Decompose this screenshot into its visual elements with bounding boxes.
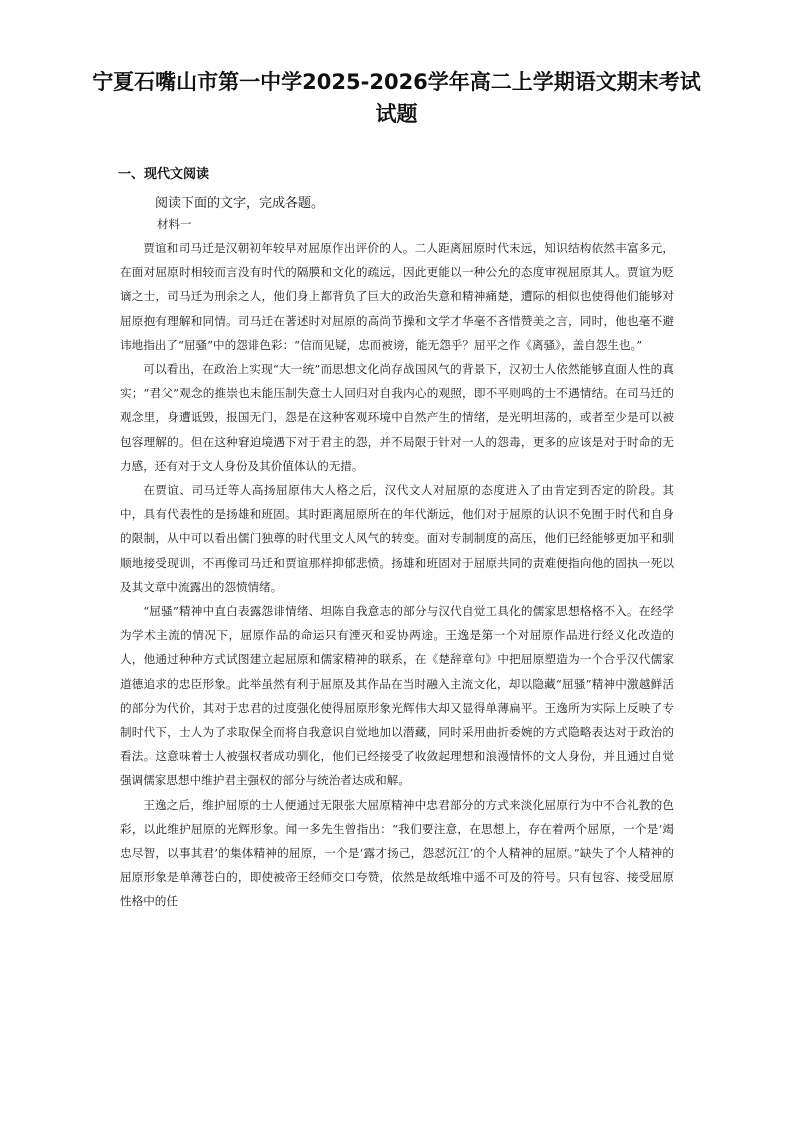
paragraph: 在贾谊、司马迁等人高扬屈原伟大人格之后，汉代文人对屈原的态度进入了由肯定到否定的阶段。其中，具有代表性的是扬雄和班固。其时距离屈原所在的年代渐远，他们对于屈原的认识不免囿于时代和自身的限制，从中可以看出儒门独尊的时代里文人风气的转变。面对专制制度的高压，他们已经能够更加平和驯顺地接受现训，不再像司马迁和贾谊那样抑郁悲愤。扬雄和班固对于屈原共同的责难便指向他的固执一死以及其文章中流露出的怨愤情绪。	[120, 483, 674, 594]
paragraph: 贾谊和司马迁是汉朝初年较早对屈原作出评价的人。二人距离屈原时代未远，知识结构依然丰富多元，在面对屈原时相较而言没有时代的隔膜和文化的疏远，因此更能以一种公允的态度审视屈原其人。贾谊为贬谪之士，司马迁为刑余之人，他们身上都背负了巨大的政治失意和精神痛楚，遭际的相似也使得他们能够对屈原抱有理解和同情。司马迁在著述时对屈原的高尚节操和文学才华毫不吝惜赞美之言，同时，他也毫不避讳地指出了“屈骚”中的怨诽色彩：“信而见疑，忠而被谤，能无怨乎？屈平之作《离骚》，盖自怨生也。”	[120, 241, 674, 352]
paragraph: 可以看出，在政治上实现“大一统”而思想文化尚存战国风气的背景下，汉初士人依然能够直面人性的真实；“君父”观念的推崇也未能压制失意士人回归对自我内心的观照，即不平则鸣的士不遇情结。在司马迁的观念里，身遭诋毁，报国无门，怨是在这种客观环境中自然产生的情绪，是光明坦荡的，或者至少是可以被包容理解的。但在这种窘迫境遇下对于君主的怨，并不局限于针对一人的怨毒，更多的应该是对于时命的无力感，还有对于文人身份及其价值体认的无措。	[120, 362, 674, 473]
reading-instruction: 阅读下面的文字，完成各题。	[155, 196, 325, 211]
document-title: 宁夏石嘴山市第一中学2025-2026学年高二上学期语文期末考试试题	[92, 70, 701, 126]
paragraph: 王逸之后，维护屈原的士人便通过无限张大屈原精神中忠君部分的方式来淡化屈原行为中不合礼教的色彩，以此维护屈原的光辉形象。闻一多先生曾指出：“我们要注意，在思想上，存在着两个屈原，一个是‘竭忠尽智，以事其君’的集体精神的屈原，一个是‘露才扬己，怨怼沉江’的个人精神的屈原。”缺失了个人精神的屈原形象是单薄苍白的，即使被帝王经师交口夸赞，依然是故纸堆中遥不可及的符号。只有包容、接受屈原性格中的任	[120, 797, 674, 909]
material-label: 材料一	[157, 217, 192, 231]
passage-body	[120, 236, 674, 914]
section-heading: 一、现代文阅读	[118, 167, 210, 182]
paragraph: “屈骚”精神中直白表露怨诽情绪、坦陈自我意志的部分与汉代自觉工具化的儒家思想格格不入。在经学为学术主流的情况下，屈原作品的命运只有湮灭和妥协两途。王逸是第一个对屈原作品进行经义化改造的人，他通过种种方式试图建立起屈原和儒家精神的联系，在《楚辞章句》中把屈原塑造为一个合乎汉代儒家道德追求的忠臣形象。此举虽然有利于屈原及其作品在当时融入主流文化，却以隐藏“屈骚”精神中激越鲜活的部分为代价，其对于忠君的过度强化使得屈原形象光辉伟大却又显得单薄扁平。王逸所为实际上反映了专制时代下，士人为了求取保全而将自我意识自觉地加以潜藏，同时采用曲折委婉的方式隐略表达对于政治的看法。这意味着士人被强权者成功驯化，他们已经接受了收敛起理想和浪漫情怀的文人身份，并且通过自觉强调儒家思想中维护君主强权的部分与统治者达成和解。	[120, 604, 674, 788]
